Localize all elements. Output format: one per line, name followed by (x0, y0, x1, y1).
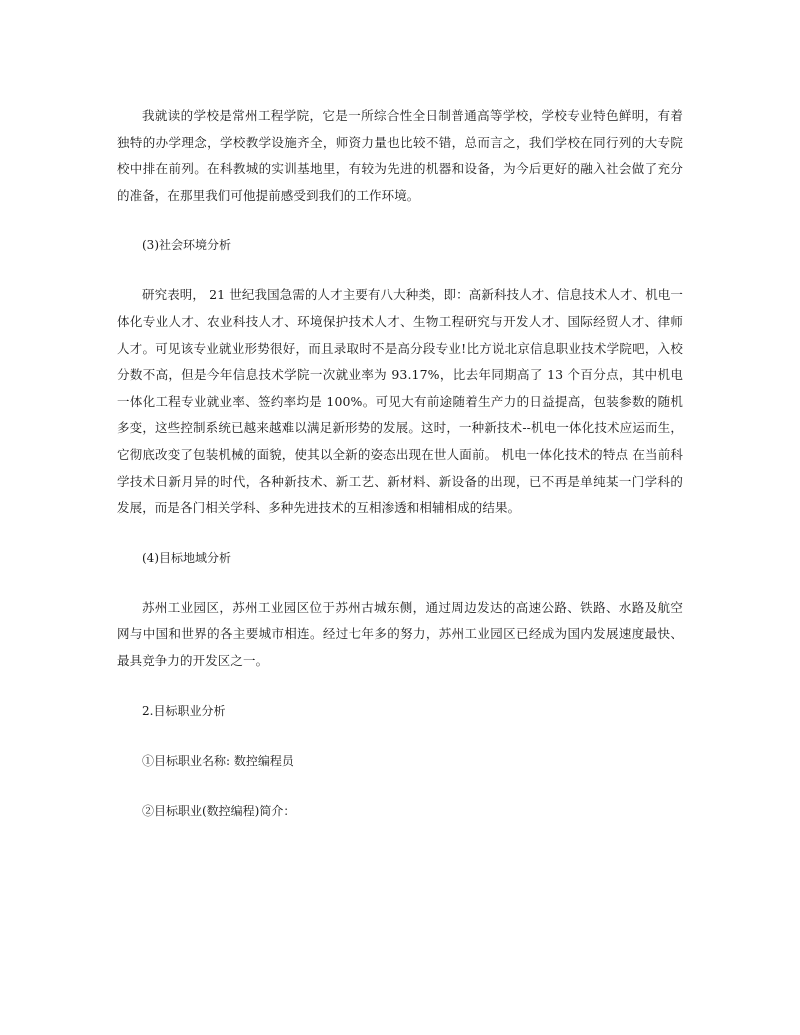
document-page (117, 103, 683, 824)
school-intro-paragraph: 我就读的学校是常州工程学院，它是一所综合性全日制普通高等学校，学校专业特色鲜明，有着独特的办学理念，学校教学设施齐全，师资力量也比较不错，总而言之，我们学校在同行列的大专院校中排在前列。在科教城的实训基地里，有较为先进的机器和设备，为今后更好的融入社会做了充分的准备，在那里我们可他提前感受到我们的工作环境。 (117, 108, 683, 203)
social-environment-paragraph: 研究表明， 21 世纪我国急需的人才主要有八大种类，即：高新科技人才、信息技术人才、机电一体化专业人才、农业科技人才、环境保护技术人才、生物工程研究与开发人才、国际经贸人才、律师人才。可见该专业就业形势很好，而且录取时不是高分段专业!比方说北京信息职业技术学院吧，入校分数不高，但是今年信息技术学院一次就业率为 93.17%，比去年同期高了 13 个百分点，其中机电一体化工程专业就业率、签约率均是 100%。可见大有前途随着生产力的日益提高，包装参数的随机多变，这些控制系统已越来越难以满足新形势的发展。这时，一种新技术--机电一体化技术应运而生，它彻底改变了包装机械的面貌，使其以全新的姿态出现在世人面前。 机电一体化技术的特点 在当前科学技术日新月异的时代，各种新技术、新工艺、新材料、新设备的出现，已不再是单纯某一门学科的发展，而是各门相关学科、多种先进技术的互相渗透和相辅相成的结果。 (117, 287, 683, 516)
job-intro-line: ②目标职业(数控编程)简介： (142, 803, 296, 818)
target-region-paragraph: 苏州工业园区，苏州工业园区位于苏州古城东侧，通过周边发达的高速公路、铁路、水路及航空网与中国和世界的各主要城市相连。经过七年多的努力，苏州工业园区已经成为国内发展速度最快、最具竞争力的开发区之一。 (117, 599, 683, 668)
social-environment-heading: (3)社会环境分析 (142, 238, 231, 253)
target-job-heading: 2.目标职业分析 (142, 703, 226, 718)
job-name-line: ①目标职业名称: 数控编程员 (142, 753, 294, 768)
target-region-heading: (4)目标地域分析 (142, 550, 231, 565)
